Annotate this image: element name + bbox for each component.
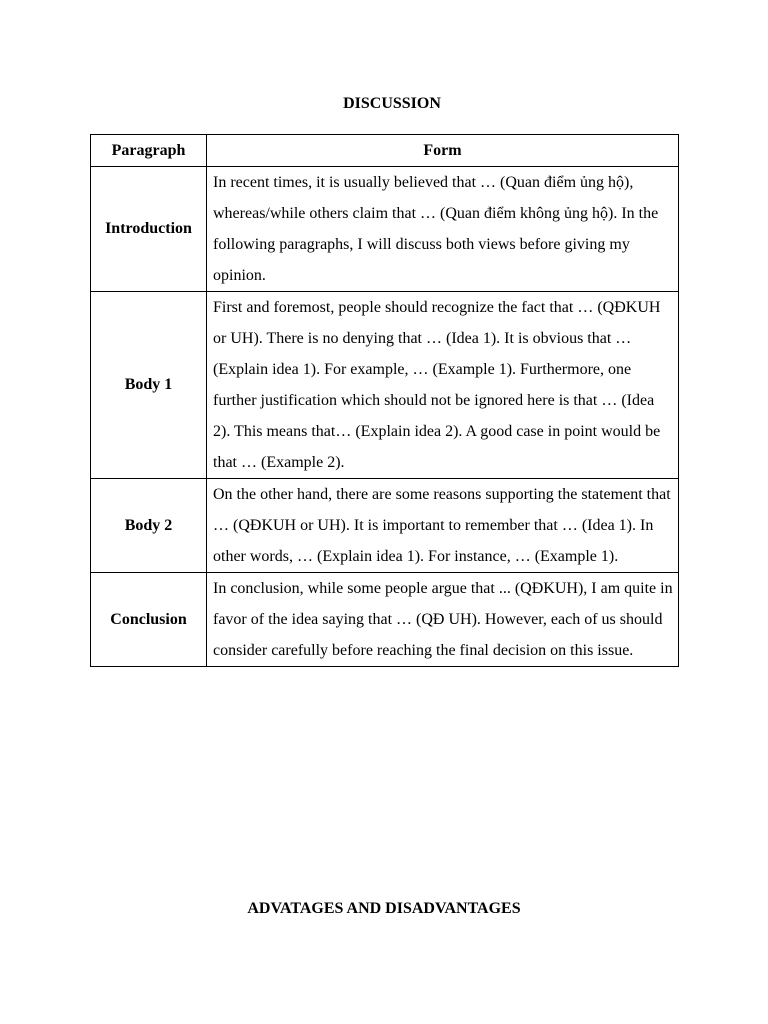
paragraph-cell: Body 1 [91,292,207,479]
column-header-form: Form [207,135,679,167]
table-row-introduction [91,167,679,292]
table-row-body-1 [91,292,679,479]
paragraph-cell: Conclusion [91,573,207,667]
column-header-paragraph: Paragraph [91,135,207,167]
essay-structure-table [90,134,679,667]
section-title-advantages-disadvantages: ADVATAGES AND DISADVANTAGES [247,900,521,917]
form-cell: On the other hand, there are some reasons supporting the statement that … (QĐKUH or UH). It is important to remember that … (Idea 1). In other words, … (Explain idea 1). For instance, … (Example 1). [207,479,679,573]
form-cell: First and foremost, people should recognize the fact that … (QĐKUH or UH). There is no denying that … (Idea 1). It is obvious that … (Explain idea 1). For example, … (Example 1). Furthermore, one further justification which should not be ignored here is that … (Idea 2). This means that… (Explain idea 2). A good case in point would be that … (Example 2). [207,292,679,479]
form-cell: In conclusion, while some people argue that ... (QĐKUH), I am quite in favor of the idea saying that … (QĐ UH). However, each of us should consider carefully before reaching the final decision on this issue. [207,573,679,667]
table-header-row [91,135,679,167]
table-row-conclusion [91,573,679,667]
table-row-body-2 [91,479,679,573]
paragraph-cell: Body 2 [91,479,207,573]
form-cell: In recent times, it is usually believed that … (Quan điểm ủng hộ), whereas/while others claim that … (Quan điểm không ủng hộ). In the following paragraphs, I will discuss both views before giving my opinion. [207,167,679,292]
section-title-discussion: DISCUSSION [343,95,441,112]
paragraph-cell: Introduction [91,167,207,292]
